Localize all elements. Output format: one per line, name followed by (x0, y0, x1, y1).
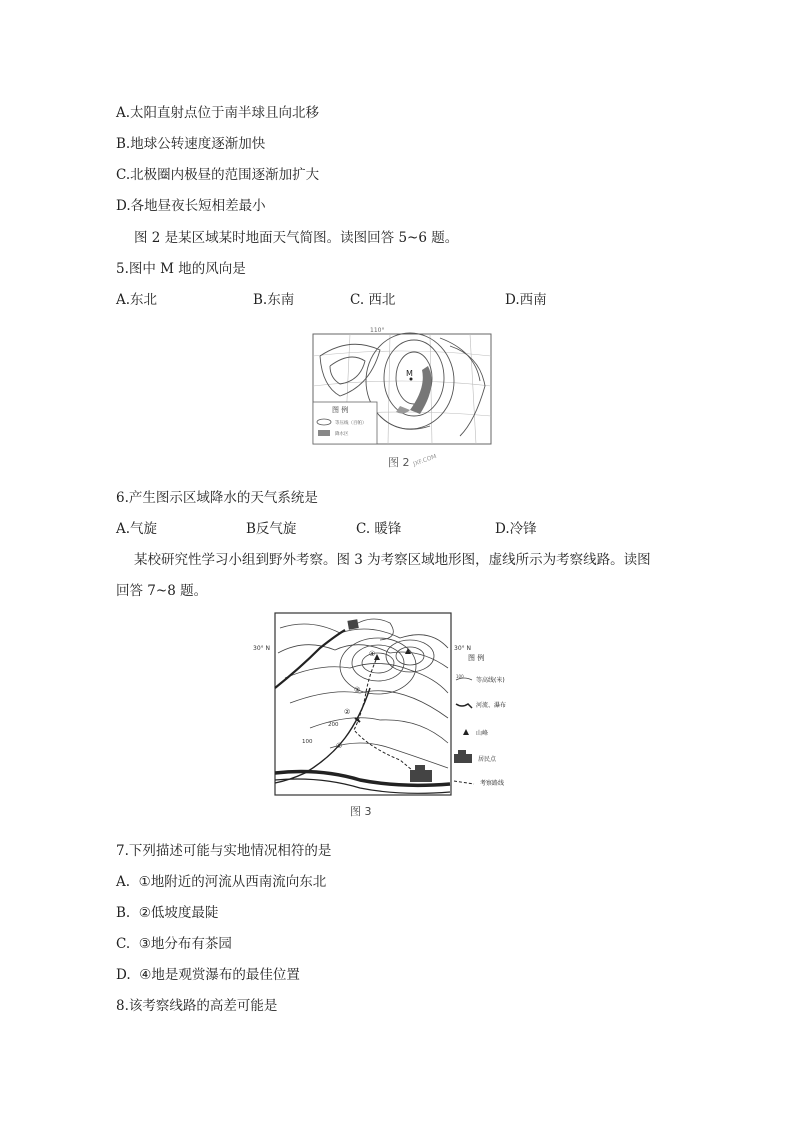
river-legend-icon (456, 704, 472, 708)
fig3-legend-river: 河流、瀑布 (476, 702, 507, 709)
fig3-point-1: ① (336, 742, 343, 750)
settlement-north-icon (347, 619, 358, 630)
q6-option-d: D.冷锋 (495, 521, 537, 537)
fig2-label-m: M (406, 369, 413, 378)
fig3-contour-100: 100 (302, 739, 313, 745)
settlement-south-icon (410, 770, 432, 782)
fig3-legend-title: 图 例 (468, 654, 485, 662)
q5-option-b: B.东南 (253, 292, 295, 308)
fig3-legend-settlement: 居民点 (478, 756, 497, 763)
q5-option-a: A.东北 (116, 292, 158, 308)
fig3-point-2: ② (344, 708, 351, 716)
q7-option-d: D. ④地是观赏瀑布的最佳位置 (116, 967, 300, 983)
q6-option-a: A.气旋 (116, 521, 158, 537)
figure-3-topographic-map (250, 608, 540, 823)
fig3-point-3: ③ (354, 686, 361, 694)
q4-option-c: C.北极圈内极昼的范围逐渐加扩大 (116, 167, 320, 183)
q6-option-c: C. 暖锋 (356, 521, 402, 537)
q8-stem: 8.该考察线路的高差可能是 (116, 998, 278, 1014)
fig2-legend-rain: 降水区 (335, 432, 349, 437)
q5-option-c: C. 西北 (350, 292, 396, 308)
fig3-contour-200: 200 (328, 722, 339, 728)
fig3-contour-legend-value: 100 (456, 674, 464, 679)
q4-option-a: A.太阳直射点位于南半球且向北移 (116, 105, 320, 121)
fig2-lon-top: 110° (370, 327, 385, 334)
fig3-legend-peak: 山峰 (476, 730, 489, 737)
fig3-caption: 图 3 (350, 805, 372, 818)
intro-fig3-line1: 某校研究性学习小组到野外考察。图 3 为考察区域地形图，虚线所示为考察线路。读图 (134, 552, 651, 568)
q7-option-a: A. ①地附近的河流从西南流向东北 (116, 874, 327, 890)
figure-2-weather-map (310, 326, 495, 471)
fig3-point-4: ④ (369, 650, 376, 658)
route-legend-icon (454, 781, 474, 784)
q5-stem: 5.图中 M 地的风向是 (116, 261, 246, 277)
fig3-legend-route: 考察路线 (480, 780, 505, 787)
intro-fig3-line2: 回答 7~8 题。 (116, 583, 208, 599)
fig2-point-m (410, 378, 413, 381)
q6-option-b: B反气旋 (246, 521, 297, 537)
q7-option-c: C. ③地分布有茶园 (116, 936, 232, 952)
intro-fig2: 图 2 是某区域某时地面天气简图。读图回答 5~6 题。 (134, 230, 459, 246)
fig3-legend-contour: 等高线(米) (476, 677, 505, 684)
fig2-watermark: JXF.COM (412, 452, 438, 468)
peak-legend-icon (463, 729, 469, 735)
q4-option-d: D.各地昼夜长短相差最小 (116, 198, 266, 214)
q5-option-d: D.西南 (505, 292, 547, 308)
settlement-legend-icon (454, 754, 472, 763)
fig2-legend-isobar: 等压线（百帕） (335, 421, 367, 426)
q4-option-b: B.地球公转速度逐渐加快 (116, 136, 266, 152)
fig3-lat-left: 30° N (253, 645, 271, 652)
q7-option-b: B. ②低坡度最陡 (116, 905, 219, 921)
rain-legend-icon (318, 430, 330, 436)
fig2-caption: 图 2 (388, 456, 410, 469)
fig3-lat-right: 30° N (454, 645, 472, 652)
fig2-legend-title: 图 例 (332, 406, 349, 414)
q7-stem: 7.下列描述可能与实地情况相符的是 (116, 843, 332, 859)
q6-stem: 6.产生图示区域降水的天气系统是 (116, 490, 318, 506)
